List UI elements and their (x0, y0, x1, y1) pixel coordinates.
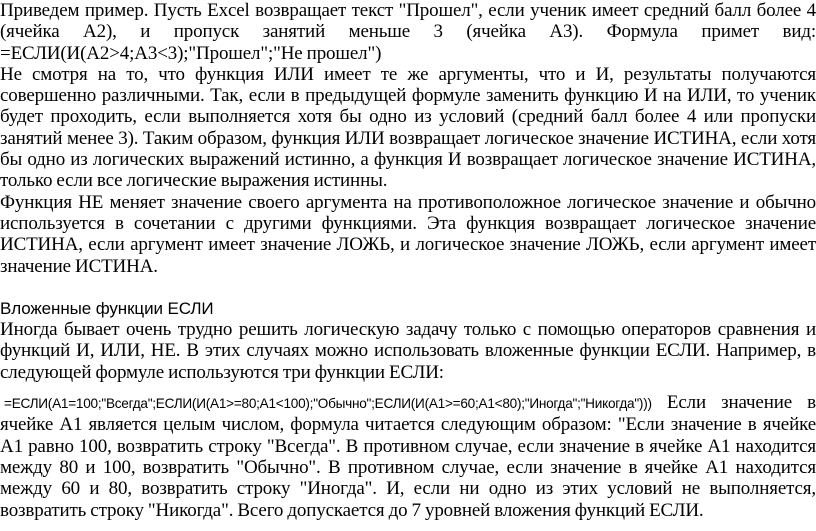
section-heading: Вложенные функции ЕСЛИ (0, 298, 214, 318)
paragraph-or-function: Не смотря на то, что функция ИЛИ имеет те же аргументы, что и И, результаты получаются совершенно различными. Так, если в предыдущей формуле заменить функцию И на ИЛИ, то ученик будет проходить, если выполняется хотя бы одно из условий (средний балл более 4 или пропуски занятий менее 3). Таким образом, функция ИЛИ возвращает логическое значение ИСТИНА, если хотя бы одно из логических выражений истинно, а функция И возвращает логическое значение ИСТИНА, только если все логические выражения истинны. (0, 63, 816, 192)
nested-if-formula: =ЕСЛИ(А1=100;"Всегда";ЕСЛИ(И(А1>=80;А1<100);"Обычно";ЕСЛИ(И(А1>=60;А1<80);"Иногда";"Никогда"))) (4, 396, 652, 412)
paragraph-nested-if: Иногда бывает очень трудно решить логическую задачу только с помощью операторов сравнения и функций И, ИЛИ, НЕ. В этих случаях можно использовать вложенные функции ЕСЛИ. Например, в следующей формуле используются три функции ЕСЛИ: (0, 319, 816, 383)
formula-gap (0, 383, 816, 392)
paragraph-formula-explanation (0, 392, 816, 521)
formula-explanation-text: Если значение в ячейке А1 является целым числом, формула читается следующим образом: "Если значение в ячейке А1 равно 100, возвратить строку "Всегда". В противном случае, если значение в ячейке А1 находится между 80 и 100, возвратить "Обычно". В противном случае, если значение в ячейке А1 находится между 60 и 80, возвратить строку "Иногда". И, если ни одно из этих условий не выполняется, возвратить строку "Никогда". Всего допускается до 7 уровней вложения функций ЕСЛИ. (0, 392, 816, 521)
paragraph-example: Приведем пример. Пусть Excel возвращает текст "Прошел", если ученик имеет средний балл более 4 (ячейка А2), и пропуск занятий меньше 3 (ячейка А3). Формула примет вид: =ЕСЛИ(И(А2>4;А3<3);"Прошел";"Не прошел") (0, 0, 816, 64)
blank-line (0, 277, 816, 298)
paragraph-not-function: Функция НЕ меняет значение своего аргумента на противоположное логическое значение и обычно используется в сочетании с другими функциями. Эта функция возвращает логическое значение ИСТИНА, если аргумент имеет значение ЛОЖЬ, и логическое значение ЛОЖЬ, если аргумент имеет значение ИСТИНА. (0, 191, 816, 277)
